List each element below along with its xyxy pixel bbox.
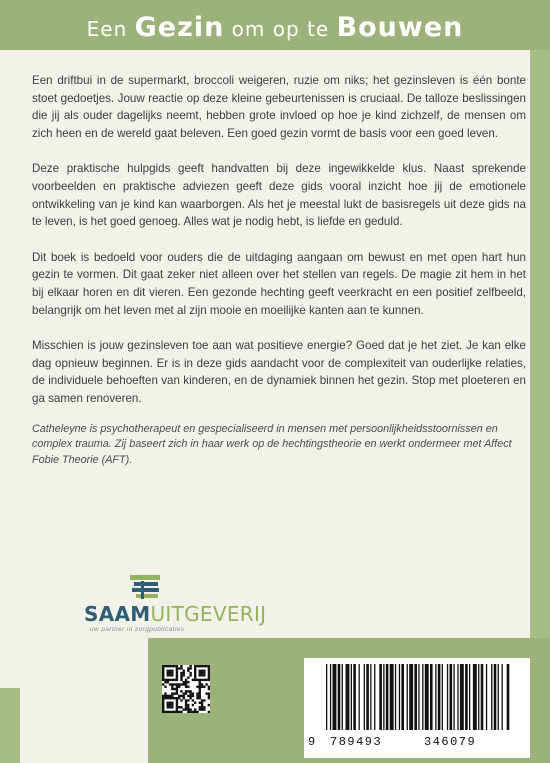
blurb-paragraph: Dit boek is bedoeld voor ouders die de uitdaging aangaan om bewust en met open hart hun gezin te vormen. Dit gaat zeker niet alleen over het stellen van regels. De magie zit hem in het bij elkaar horen en dit vieren. Een gezonde hechting geeft veerkracht en een positief zelfbeeld, belangrijk om het leven met al zijn mooie en moeilijke kanten aan te kunnen. — [32, 250, 526, 317]
isbn-group-2: 346079 — [424, 735, 477, 749]
blurb-paragraph: Een driftbui in de supermarkt, broccoli weigeren, ruzie om niks; het gezinsleven is één bonte stoet gedoetjes. Jouw reactie op deze kleine gebeurtenissen is cruciaal. De talloze beslissingen die jij als ouder dagelijks neemt, hebben grote invloed op hoe je kind zichzelf, de mensen om zich heen en de wereld gaat beleven. Een goed gezin vormt de basis voor een goed leven. — [32, 74, 526, 140]
publisher-tagline: uw partner in zorgpublicaties — [90, 626, 185, 633]
title-part: Een — [86, 17, 135, 41]
blurb-paragraph: Deze praktische hulpgids geeft handvatten bij deze ingewikkelde klus. Naast sprekende voorbeelden en praktische adviezen geeft deze gids vooral inzicht hoe jij de emotionele ontwikkeling van je kind kan waarborgen. Als het je meestal lukt de basisregels uit deze gids na te leven, is het goed genoeg. Alles wat je nodig hebt, is liefde en geduld. — [32, 162, 526, 229]
publisher-name — [84, 602, 266, 626]
publisher-name-part1: SAAM — [84, 602, 151, 626]
barcode-bars — [312, 664, 522, 734]
publisher-name-part2: UITGEVERIJ — [150, 602, 267, 626]
title-part: Bouwen — [336, 12, 464, 43]
blurb-paragraph: Misschien is jouw gezinsleven toe aan wat positieve energie? Goed dat je het ziet. Je kan elke dag opnieuw beginnen. Er is in deze gids aandacht voor de complexiteit van ouderlijke relaties, de individuele behoeften van kinderen, en de dynamiek binnen het gezin. Stop met ploeteren en ga samen renoveren. — [32, 339, 526, 405]
publisher-logo — [84, 574, 267, 634]
isbn-first-digit: 9 — [308, 735, 317, 749]
back-cover-text — [32, 72, 526, 468]
book-stack-icon — [128, 574, 162, 600]
title-part: Gezin — [134, 12, 225, 43]
isbn-barcode — [304, 658, 530, 758]
title-part: om op te — [224, 17, 337, 41]
isbn-group-1: 789493 — [330, 735, 383, 749]
book-title — [0, 6, 550, 44]
qr-code — [162, 665, 210, 713]
author-bio: Catheleyne is psychotherapeut en gespecialiseerd in mensen met persoonlijkheidsstoornissen en complex trauma. Zij baseert zich in haar werk op de hechtingstheorie en werkt ondermeer met Affect Fobie Theorie (AFT). — [32, 422, 512, 466]
left-green-stub — [0, 688, 20, 763]
